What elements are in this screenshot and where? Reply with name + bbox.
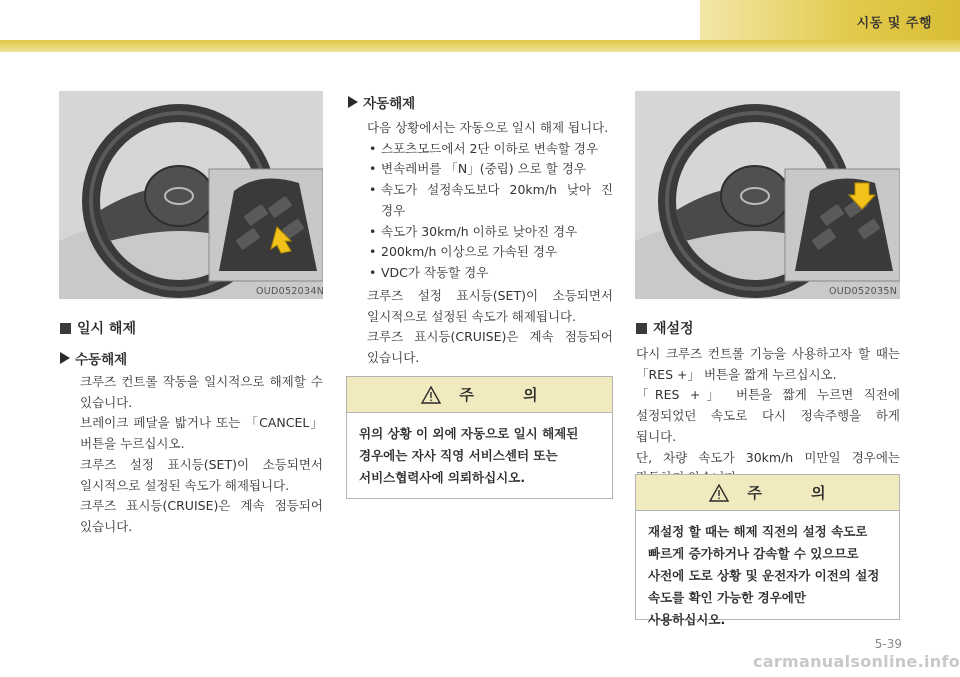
paragraph: 크루즈 설정 표시등(SET)이 소등되면서 일시적으로 설정된 속도가 해제됩니다.: [80, 456, 323, 493]
chapter-title: 시동 및 주행: [856, 16, 932, 31]
list-item: • 스포츠모드에서 2단 이하로 변속할 경우: [367, 139, 613, 160]
section-heading-resume: [636, 318, 694, 338]
steering-wheel-illustration-cancel: [59, 91, 323, 299]
auto-release-result-text: [367, 286, 613, 369]
steering-wheel-drawing: [59, 91, 323, 299]
page-number: 5-39: [874, 637, 902, 651]
paragraph: 브레이크 페달을 밟거나 또는 「CANCEL」 버튼을 누르십시오.: [80, 415, 323, 452]
list-item: • 변속레버를 「N」(중립) 으로 할 경우: [367, 159, 613, 180]
header-rule: [0, 40, 960, 52]
auto-release-conditions: [367, 139, 613, 284]
section-heading-text: 재설정: [653, 321, 694, 337]
page-header: [0, 0, 960, 52]
sub-heading-manual: [60, 348, 127, 368]
square-bullet-icon: [60, 323, 71, 334]
figure-code-right: OUD052035N: [829, 286, 898, 297]
list-item: • 속도가 30km/h 이하로 낮아진 경우: [367, 222, 613, 243]
caution-header: [347, 377, 612, 413]
paragraph: 크루즈 표시등(CRUISE)은 계속 점등되어 있습니다.: [367, 329, 613, 366]
figure-code-left: OUD052034N: [256, 286, 325, 297]
steering-wheel-illustration-res: [635, 91, 900, 299]
caution-title: 주 의: [747, 484, 848, 502]
paragraph: 단, 차량 속도가 30km/h 미만일 경우에는: [636, 449, 900, 465]
auto-release-text: [367, 118, 613, 284]
square-bullet-icon: [636, 323, 647, 334]
paragraph: 다시 크루즈 컨트롤 기능을 사용하고자 할 때는 「RES +」 버튼을 짧게 누르십시오.: [636, 346, 900, 382]
caution-box-1: [346, 376, 613, 499]
caution-text: 위의 상황 이 외에 자동으로 일시 해제된 경우에는 자사 직영 서비스센터 또는 서비스협력사에 의뢰하십시오.: [359, 426, 579, 485]
section-heading-pause: [60, 318, 136, 338]
sub-heading-text: 수동해제: [75, 352, 128, 368]
paragraph: 크루즈 표시등(CRUISE)은 계속 점등되어 있습니다.: [80, 498, 323, 534]
resume-text: [636, 344, 900, 489]
paragraph: 다음 상황에서는 자동으로 일시 해제 됩니다.: [367, 120, 609, 135]
caution-box-2: [635, 474, 900, 627]
caution-text: 재설정 할 때는 해제 직전의 설정 속도로 빠르게 증가하거나 감속할 수 있으므로 사전에 도로 상황 및 운전자가 이전의 설정 속도를 확인 가능한 경우에만 사용하십시오.: [648, 524, 880, 627]
manual-release-text: [80, 372, 323, 538]
caution-header: [636, 475, 899, 511]
sub-heading-auto: [348, 92, 415, 112]
triangle-arrow-icon: [348, 96, 358, 108]
warning-triangle-icon: [709, 484, 729, 502]
triangle-arrow-icon: [60, 352, 70, 364]
warning-triangle-icon: [421, 386, 441, 404]
section-heading-text: 일시 해제: [77, 321, 136, 337]
list-item: • 200km/h 이상으로 가속된 경우: [367, 242, 613, 263]
caution-title: 주 의: [459, 386, 560, 404]
sub-heading-text: 자동해제: [363, 96, 416, 112]
list-item: • VDC가 작동할 경우: [367, 263, 613, 284]
steering-wheel-drawing: [635, 91, 900, 299]
paragraph: 크루즈 컨트롤 작동을 일시적으로 해제할 수 있습니다.: [80, 374, 323, 410]
paragraph: 크루즈 설정 표시등(SET)이 소등되면서 일시적으로 설정된 속도가 해제됩니다.: [367, 288, 613, 324]
list-item: • 속도가 설정속도보다 20km/h 낮아 진 경우: [367, 180, 613, 221]
paragraph: 「RES +」 버튼을 짧게 누르면 직전에 설정되었던 속도로 다시 정속주행을 하게 됩니다.: [636, 387, 900, 444]
watermark: carmanualsonline.info: [752, 652, 960, 671]
